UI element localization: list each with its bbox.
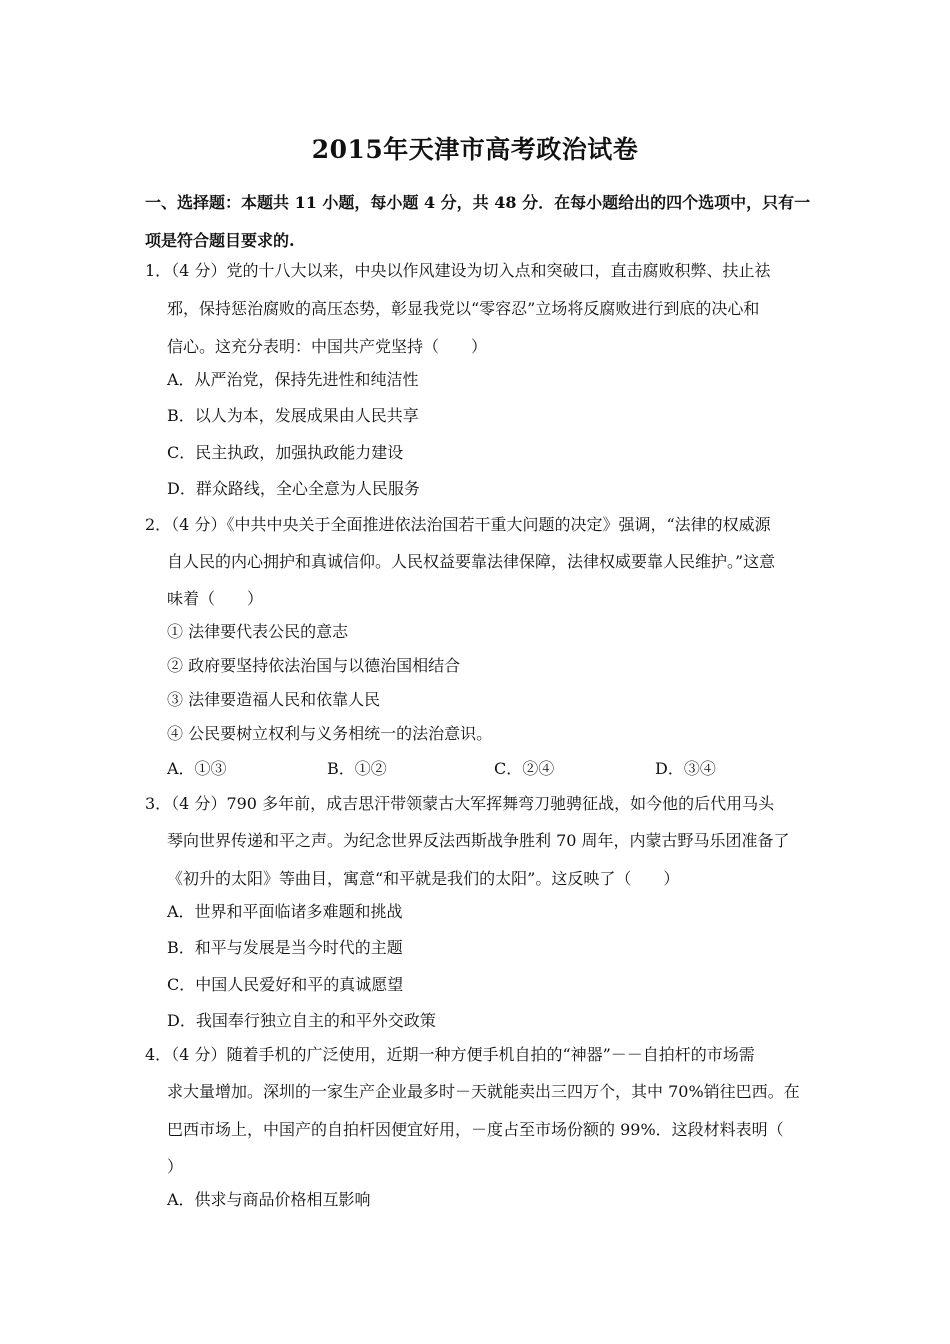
option-a: A．世界和平面临诸多难题和挑战 — [167, 902, 403, 921]
section-line-1: 一、选择题：本题共 11 小题，每小题 4 分，共 48 分．在每小题给出的四个选项中，只有一 — [145, 193, 811, 212]
option-c: C．中国人民爱好和平的真诚愿望 — [167, 975, 404, 994]
statement-4: ④ 公民要树立权利与义务相统一的法治意识。 — [167, 724, 493, 743]
option-d: D．③④ — [655, 759, 716, 778]
question-stem-line: 巴西市场上，中国产的自拍杆因便宜好用，－度占至市场份额的 99%．这段材料表明（ — [167, 1120, 784, 1139]
option-c: C．民主执政，加强执政能力建设 — [167, 443, 404, 462]
question-stem-line: 3．（4 分）790 多年前，成吉思汗带领蒙古大军挥舞弯刀驰骋征战，如今他的后代用马头 — [145, 794, 775, 813]
statement-1: ① 法律要代表公民的意志 — [167, 622, 349, 641]
question-stem-line: 信心。这充分表明：中国共产党坚持（ ） — [167, 337, 488, 356]
option-d: D．我国奉行独立自主的和平外交政策 — [167, 1011, 436, 1030]
question-stem-line: 自人民的内心拥护和真诚信仰。人民权益要靠法律保障，法律权威要靠人民维护。”这意 — [167, 552, 776, 571]
question-stem-line: 《初升的太阳》等曲目，寓意“和平就是我们的太阳”。这反映了（ ） — [167, 869, 680, 888]
option-a: A．供求与商品价格相互影响 — [167, 1190, 371, 1209]
question-stem-line: 4．（4 分）随着手机的广泛使用，近期一种方便手机自拍的“神器”－－自拍杆的市场需 — [145, 1045, 755, 1064]
option-d: D．群众路线，全心全意为人民服务 — [167, 479, 420, 498]
question-stem-line: 味着（ ） — [167, 589, 264, 608]
option-a: A．①③ — [167, 759, 227, 778]
option-a: A．从严治党，保持先进性和纯洁性 — [167, 370, 419, 389]
question-stem-line: 求大量增加。深圳的一家生产企业最多时－天就能卖出三四万个，其中 70%销往巴西。在 — [167, 1082, 800, 1101]
section-line-2: 项是符合题目要求的. — [145, 231, 295, 250]
question-stem-line: 1．（4 分）党的十八大以来，中央以作风建设为切入点和突破口，直击腐败积弊、扶止祛 — [145, 261, 771, 280]
option-b: B．和平与发展是当今时代的主题 — [167, 938, 403, 957]
option-b: B．①② — [327, 759, 387, 778]
question-stem-line: ） — [167, 1157, 184, 1176]
question-stem-line: 琴向世界传递和平之声。为纪念世界反法西斯战争胜利 70 周年，内蒙古野马乐团准备了 — [167, 831, 790, 850]
option-c: C．②④ — [494, 759, 555, 778]
statement-3: ③ 法律要造福人民和依靠人民 — [167, 690, 381, 709]
question-stem-line: 2．（4 分）《中共中央关于全面推进依法治国若干重大问题的决定》强调，“法律的权威源 — [145, 515, 771, 534]
option-b: B．以人为本，发展成果由人民共享 — [167, 406, 419, 425]
section-instructions — [145, 184, 815, 260]
statement-2: ② 政府要坚持依法治国与以德治国相结合 — [167, 656, 461, 675]
question-stem-line: 邪，保持惩治腐败的高压态势，彰显我党以“零容忍”立场将反腐败进行到底的决心和 — [167, 299, 760, 318]
page-title: 2015年天津市高考政治试卷 — [311, 135, 639, 164]
